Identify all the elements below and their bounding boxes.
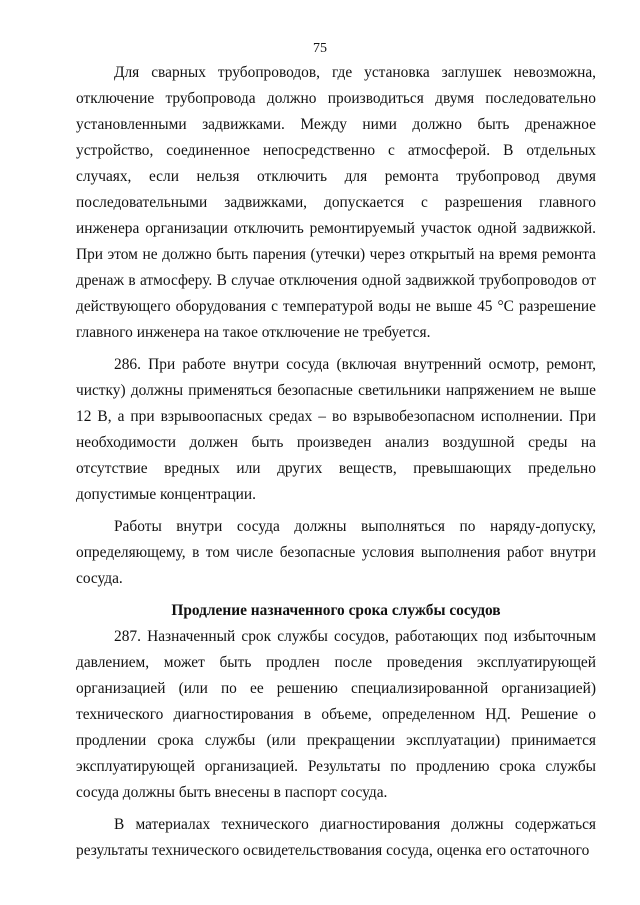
- paragraph-286: 286. При работе внутри сосуда (включая внутренний осмотр, ремонт, чистку) должны применяться безопасные светильники напряжением не выше 12 В, а при взрывоопасных средах – во взрывобезопасном исполнении. При необходимости должен быть произведен анализ воздушной среды на отсутствие вредных или других веществ, превышающих предельно допустимые концентрации.: [76, 356, 596, 503]
- document-body: [76, 60, 596, 864]
- paragraph-work-inside-vessel: Работы внутри сосуда должны выполняться по наряду-допуску, определяющему, в том числе безопасные условия выполнения работ внутри сосуда.: [76, 518, 596, 587]
- paragraph-287: 287. Назначенный срок службы сосудов, работающих под избыточным давлением, может быть продлен после проведения эксплуатирующей организацией (или по ее решению специализированной организацией) технического диагностирования в объеме, определенном НД. Решение о продлении срока службы (или прекращении эксплуатации) принимается эксплуатирующей организацией. Результаты по продлению срока службы сосуда должны быть внесены в паспорт сосуда.: [76, 628, 596, 801]
- paragraph-diagnostics-materials: В материалах технического диагностирования должны содержаться результаты технического освидетельствования сосуда, оценка его остаточного: [76, 816, 596, 859]
- paragraph-welded-pipelines: Для сварных трубопроводов, где установка заглушек невозможна, отключение трубопровода должно производиться двумя последовательно установленными задвижками. Между ними должно быть дренажное устройство, соединенное непосредственно с атмосферой. В отдельных случаях, если нельзя отключить для ремонта трубопровод двумя последовательными задвижками, допускается с разрешения главного инженера организации отключить ремонтируемый участок одной задвижкой. При этом не должно быть парения (утечки) через открытый на время ремонта дренаж в атмосферу. В случае отключения одной задвижкой трубопроводов от действующего оборудования с температурой воды не выше 45 °С разрешение главного инженера на такое отключение не требуется.: [76, 64, 596, 341]
- page-number: 75: [313, 41, 327, 56]
- section-heading: Продление назначенного срока службы сосудов: [171, 602, 501, 619]
